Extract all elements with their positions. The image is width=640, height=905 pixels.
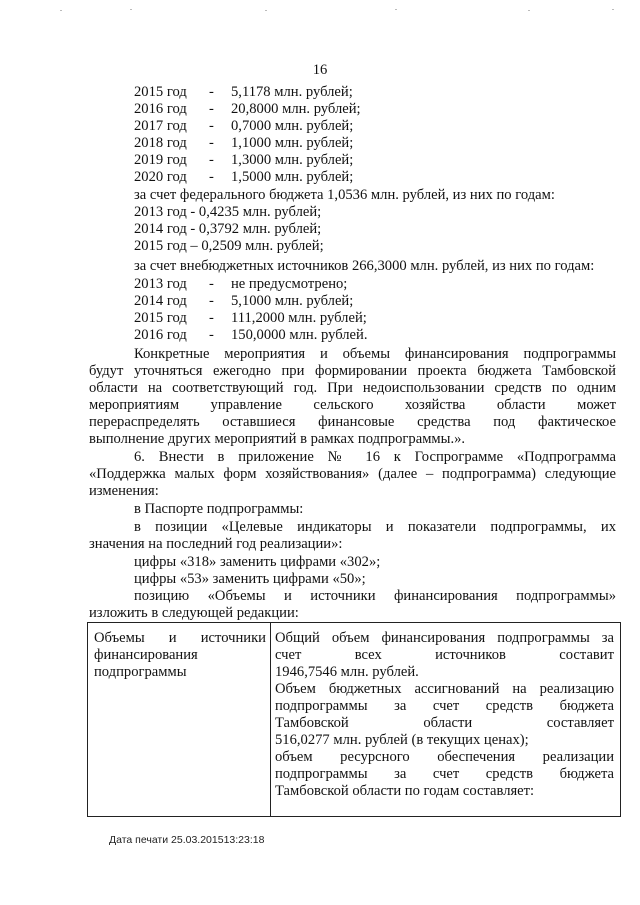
amount: 1,3000 млн. рублей; (231, 152, 354, 168)
dash: - (209, 135, 214, 151)
paragraph-line: выполнение других мероприятий в рамках подпрограммы.». (89, 431, 466, 447)
federal-year: 2015 год – 0,2509 млн. рублей; (134, 238, 324, 254)
table-cell-line: счет всех источников составит (275, 647, 614, 663)
dash: - (209, 276, 214, 292)
paragraph-line: «Поддержка малых форм хозяйствования» (далее – подпрограмма) следующие (89, 466, 616, 482)
federal-header: за счет федерального бюджета 1,0536 млн. рублей, из них по годам: (134, 187, 555, 203)
table-cell-line: подпрограммы за счет средств бюджета (275, 698, 614, 714)
year: 2018 год (134, 135, 187, 151)
print-date: Дата печати 25.03.201513:23:18 (109, 834, 265, 846)
table-cell-line: 516,0277 млн. рублей (в текущих ценах); (275, 732, 529, 748)
table-cell-value (275, 630, 614, 800)
funding-row (134, 84, 353, 101)
amount: 1,1000 млн. рублей; (231, 135, 354, 151)
funding-row (134, 135, 353, 152)
year: 2016 год (134, 327, 187, 343)
scan-speck (395, 9, 397, 10)
year: 2017 год (134, 118, 187, 134)
year: 2015 год (134, 310, 187, 326)
position-line: изложить в следующей редакции: (89, 605, 299, 621)
dash: - (209, 84, 214, 100)
extrabudget-header: за счет внебюджетных источников 266,3000 млн. рублей, из них по годам: (134, 258, 595, 274)
year: 2015 год (134, 84, 187, 100)
dash: - (209, 169, 214, 185)
year: 2019 год (134, 152, 187, 168)
amount: 111,2000 млн. рублей; (231, 310, 367, 326)
amount: 150,0000 млн. рублей. (231, 327, 368, 343)
amount: 5,1000 млн. рублей; (231, 293, 354, 309)
year: 2016 год (134, 101, 187, 117)
table-cell-line: финансирования (94, 647, 198, 663)
dash: - (209, 101, 214, 117)
scan-speck (130, 9, 132, 10)
paragraph-line: области на соответствующий год. При недоиспользовании средств по одним (89, 380, 616, 396)
funding-row (134, 327, 368, 344)
paragraph-line: мероприятиям управление сельского хозяйства области может (89, 397, 616, 413)
table-cell-line: подпрограммы (94, 664, 187, 680)
federal-year: 2013 год - 0,4235 млн. рублей; (134, 204, 322, 220)
position-line: позицию «Объемы и источники финансирования подпрограммы» (134, 588, 616, 604)
table-cell-line: объем ресурсного обеспечения реализации (275, 749, 614, 765)
funding-row (134, 310, 367, 327)
scan-speck (612, 9, 614, 10)
table-cell-line: Объемы и источники (94, 630, 266, 646)
paragraph-line: перераспределять оставшиеся финансовые средства под фактическое (89, 414, 616, 430)
table-cell-line: Тамбовской области составляет (275, 715, 614, 731)
amount: не предусмотрено; (231, 276, 348, 292)
scan-speck (265, 10, 267, 11)
funding-row (134, 293, 353, 310)
dash: - (209, 293, 214, 309)
amount: 0,7000 млн. рублей; (231, 118, 354, 134)
table-cell-line: 1946,7546 млн. рублей. (275, 664, 419, 680)
funding-row (134, 169, 353, 186)
year: 2013 год (134, 276, 187, 292)
table-cell-line: подпрограммы за счет средств бюджета (275, 766, 614, 782)
replace-line: цифры «318» заменить цифрами «302»; (134, 554, 381, 570)
paragraph-line: 6. Внести в приложение № 16 к Госпрограмме «Подпрограмма (134, 449, 616, 465)
scan-speck (60, 10, 62, 11)
dash: - (209, 152, 214, 168)
replace-line: цифры «53» заменить цифрами «50»; (134, 571, 366, 587)
dash: - (209, 118, 214, 134)
amount: 1,5000 млн. рублей; (231, 169, 354, 185)
position-line: в позиции «Целевые индикаторы и показатели подпрограммы, их (134, 519, 616, 535)
table-cell-line: Общий объем финансирования подпрограммы за (275, 630, 614, 646)
dash: - (209, 327, 214, 343)
page-number: 16 (312, 62, 328, 78)
paragraph-line: изменения: (89, 483, 159, 499)
paragraph-line: Конкретные мероприятия и объемы финансирования подпрограммы (134, 346, 616, 362)
funding-row (134, 152, 353, 169)
table-cell-line: Тамбовской области по годам составляет: (275, 783, 535, 799)
scan-speck (528, 10, 530, 11)
federal-year: 2014 год - 0,3792 млн. рублей; (134, 221, 322, 237)
year: 2014 год (134, 293, 187, 309)
funding-table (87, 622, 621, 817)
passport-line: в Паспорте подпрограммы: (134, 501, 304, 517)
table-cell-label (94, 630, 266, 681)
table-cell-line: Объем бюджетных ассигнований на реализацию (275, 681, 614, 697)
funding-row (134, 276, 347, 293)
amount: 20,8000 млн. рублей; (231, 101, 361, 117)
table-divider (270, 623, 271, 816)
funding-row (134, 101, 361, 118)
amount: 5,1178 млн. рублей; (231, 84, 353, 100)
year: 2020 год (134, 169, 187, 185)
position-line: значения на последний год реализации»: (89, 536, 343, 552)
dash: - (209, 310, 214, 326)
funding-row (134, 118, 353, 135)
paragraph-line: будут уточняться ежегодно при формировании проекта бюджета Тамбовской (89, 363, 616, 379)
